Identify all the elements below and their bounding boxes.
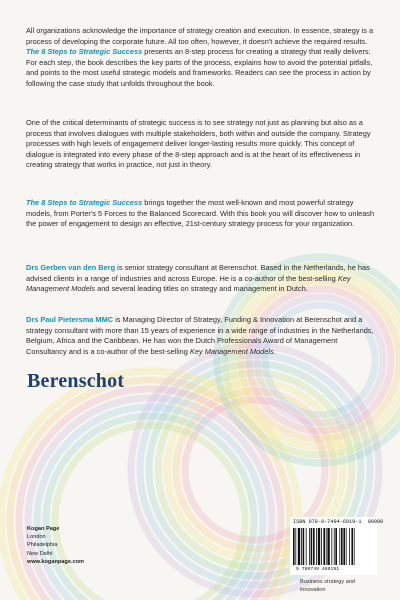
barcode-bar <box>311 528 313 565</box>
author1-text-2: and several leading titles on strategy and management in Dutch. <box>95 284 308 294</box>
isbn-number: ISBN 978-0-7494-6919-1 <box>293 519 362 525</box>
barcode-bar <box>303 528 305 565</box>
author2-text-1: is Managing Director of Strategy, Funding & Innovation at Berenschot and a strategy consultant with more than 15 years of experience in a wide range of industries in the Netherlands, Belgium, Africa and the Caribbean. He has won the Dutch Professionals Award of Management Consultancy and is a co-author of the best-selling <box>26 315 374 356</box>
models-paragraph <box>26 198 376 230</box>
barcode-bar <box>334 528 335 565</box>
barcode-bar <box>327 528 329 565</box>
barcode-bar <box>301 528 302 565</box>
intro-paragraph <box>26 26 376 90</box>
dialogue-text: One of the critical determinants of strategic success is to see strategy not just as planning but also as a process that involves dialogues with multiple stakeholders, both within and outside the company. Strategy processes with high levels of engagement deliver longer-lasting results more quickly. This concept of dialogue is integrated into every phase of the 8-step approach and is at the heart of its effectiveness in creating strategy that works in practice, not just in theory. <box>26 118 371 170</box>
author1-bio <box>26 263 376 295</box>
author1-name: Drs Gerben van den Berg <box>26 263 116 272</box>
intro-text-1: All organizations acknowledge the importance of strategy creation and execution. In essence, strategy is a process of developing the corporate future. All too often, however, it doesn't achieve the required results. <box>26 26 374 46</box>
barcode-bar <box>339 528 340 565</box>
berenschot-logo: Berenschot <box>27 370 125 392</box>
barcode-digits: 9 780749 469191 <box>296 567 340 572</box>
subject-category: Business strategy and innovation <box>300 579 356 593</box>
barcode-bar <box>323 528 325 565</box>
author1-text-1: is senior strategy consultant at Berenschot. Based in the Netherlands, he has advised clients in a range of industries and across Europe. He is a co-author of the best-selling <box>26 263 370 283</box>
price-code: 90000 <box>367 519 384 525</box>
publisher-city: London <box>27 534 46 541</box>
barcode-bar <box>306 528 307 565</box>
barcode-bar <box>343 528 345 565</box>
publisher-block <box>27 525 84 566</box>
barcode-bar <box>335 528 337 565</box>
publisher-city: Philadelphia <box>27 542 58 549</box>
models-text: brings together the most well-known and most powerful strategy models, from Porter's 5 Forces to the Balanced Scorecard. With this book you will discover how to unleash the power of engagement to design an effective, 21st-century strategy process for your organization. <box>26 198 375 229</box>
author2-bio <box>26 315 376 357</box>
barcode-bar <box>354 528 355 565</box>
barcode-bar <box>295 528 296 565</box>
barcode-bar <box>293 528 295 565</box>
intro-book-title: The 8 Steps to Strategic Success <box>26 47 143 57</box>
barcode-bar <box>321 528 322 565</box>
publisher-name: Kogan Page <box>27 526 60 532</box>
author2-book: Key Management Models <box>189 346 274 356</box>
barcode-bar <box>349 528 350 565</box>
author2-name: Drs Paul Pietersma MMC <box>26 315 114 324</box>
barcode-bar <box>341 528 343 565</box>
intro-text-2: presents an 8-step process for creating a strategy that really delivers. For each step, the book describes the key parts of the process, explains how to avoid the potential pitfalls, and points to the most useful strategic models and frameworks. Readers can see the process in action by following the case study that unfolds throughout the book. <box>26 47 373 88</box>
isbn-label <box>293 519 383 525</box>
author2-text-2: . <box>273 346 276 356</box>
publisher-url: www.koganpage.com <box>27 558 84 565</box>
barcode-bar <box>351 528 353 565</box>
barcode-bars <box>293 528 375 566</box>
barcode-bar <box>318 528 320 565</box>
barcode-bar <box>309 528 310 565</box>
barcode-bar <box>346 528 347 565</box>
models-book-title: The 8 Steps to Strategic Success <box>26 198 143 207</box>
barcode-bar <box>316 528 317 565</box>
barcode-bar <box>313 528 315 565</box>
publisher-city: New Delhi <box>27 550 53 557</box>
barcode-bar <box>331 528 332 565</box>
dialogue-paragraph <box>26 118 376 171</box>
barcode-bar <box>326 528 327 565</box>
barcode-bar <box>298 528 300 565</box>
author1-book: Key Management Models <box>26 273 351 294</box>
